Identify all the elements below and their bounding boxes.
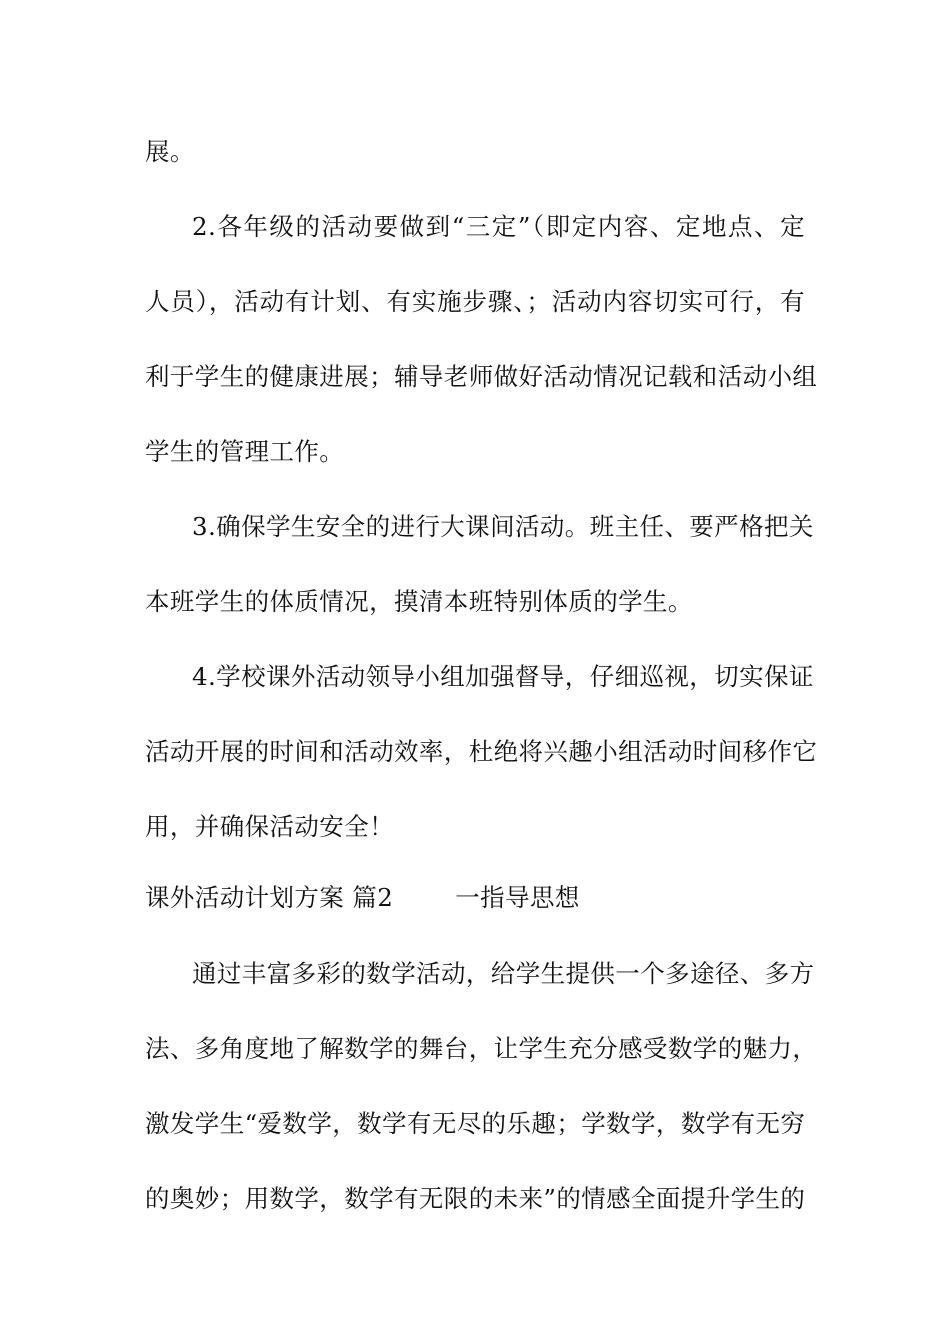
text-line: 展。 [145, 137, 195, 166]
text-line: 通过丰富多彩的数学活动，给学生提供一个多途径、多方 [192, 959, 815, 988]
text-line: 用，并确保活动安全！ [145, 812, 394, 841]
text-line: 学生的管理工作。 [145, 437, 345, 466]
text-line: 本班学生的体质情况，摸清本班特别体质的学生。 [145, 587, 693, 616]
text-line: 4.学校课外活动领导小组加强督导，仔细巡视，切实保证 [192, 662, 814, 691]
text-line: 活动开展的时间和活动效率，杜绝将兴趣小组活动时间移作它 [145, 737, 818, 766]
text-line: 法、多角度地了解数学的舞台，让学生充分感受数学的魅力， [145, 1034, 818, 1063]
section-subtitle: 一指导思想 [455, 883, 580, 912]
text-line: 激发学生“爱数学，数学有无尽的乐趣；学数学，数学有无穷 [145, 1109, 806, 1138]
section-title: 课外活动计划方案 篇2 [145, 883, 394, 912]
text-line: 利于学生的健康进展；辅导老师做好活动情况记载和活动小组 [145, 362, 818, 391]
text-line: 人员），活动有计划、有实施步骤、；活动内容切实可行，有 [145, 287, 805, 316]
text-line: 的奥妙；用数学，数学有无限的未来”的情感全面提升学生的 [145, 1184, 806, 1213]
text-line: 2.各年级的活动要做到“三定”（即定内容、定地点、定 [192, 212, 805, 241]
text-line: 3.确保学生安全的进行大课间活动。班主任、要严格把关 [192, 512, 814, 541]
section-heading [145, 882, 805, 914]
